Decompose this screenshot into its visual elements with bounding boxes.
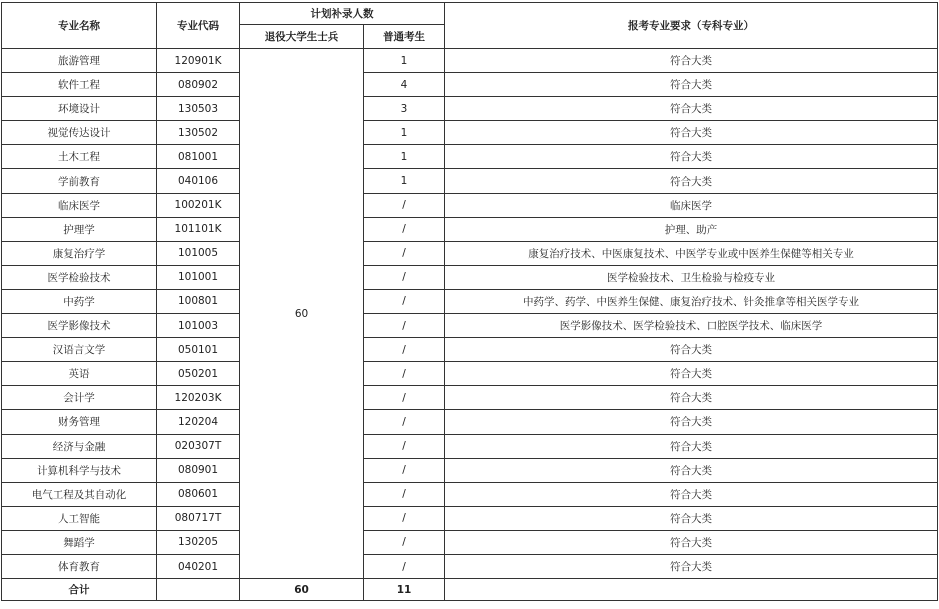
major-name-cell: 会计学: [2, 386, 157, 410]
major-code-cell: 020307T: [157, 434, 240, 458]
header-major-code: 专业代码: [157, 3, 240, 49]
regular-count-cell: /: [364, 314, 445, 338]
major-name-cell: 人工智能: [2, 506, 157, 530]
requirement-cell: 康复治疗技术、中医康复技术、中医学专业或中医养生保健等相关专业: [445, 241, 938, 265]
major-code-cell: 120203K: [157, 386, 240, 410]
total-code-empty: [157, 579, 240, 601]
requirement-cell: 符合大类: [445, 410, 938, 434]
major-name-cell: 医学检验技术: [2, 265, 157, 289]
table-row: [2, 265, 938, 289]
table-row: [2, 169, 938, 193]
regular-count-cell: 1: [364, 121, 445, 145]
major-name-cell: 医学影像技术: [2, 314, 157, 338]
table-row: [2, 121, 938, 145]
requirement-cell: 符合大类: [445, 73, 938, 97]
major-code-cell: 040106: [157, 169, 240, 193]
requirement-cell: 符合大类: [445, 169, 938, 193]
requirement-cell: 护理、助产: [445, 217, 938, 241]
table-row: [2, 193, 938, 217]
requirement-cell: 医学影像技术、医学检验技术、口腔医学技术、临床医学: [445, 314, 938, 338]
major-name-cell: 体育教育: [2, 554, 157, 578]
header-plan-count: 计划补录人数: [240, 3, 445, 25]
major-code-cell: 081001: [157, 145, 240, 169]
regular-count-cell: /: [364, 530, 445, 554]
total-veterans: 60: [240, 579, 364, 601]
major-code-cell: 050101: [157, 338, 240, 362]
major-code-cell: 080717T: [157, 506, 240, 530]
table-row: [2, 338, 938, 362]
requirement-cell: 临床医学: [445, 193, 938, 217]
requirement-cell: 符合大类: [445, 121, 938, 145]
total-row: [2, 579, 938, 601]
veterans-count-cell: 60: [240, 49, 364, 579]
requirement-cell: 符合大类: [445, 530, 938, 554]
header-requirement: 报考专业要求（专科专业）: [445, 3, 938, 49]
table-row: [2, 506, 938, 530]
major-name-cell: 土木工程: [2, 145, 157, 169]
regular-count-cell: /: [364, 265, 445, 289]
major-name-cell: 汉语言文学: [2, 338, 157, 362]
regular-count-cell: 3: [364, 97, 445, 121]
major-code-cell: 040201: [157, 554, 240, 578]
header-veterans: 退役大学生士兵: [240, 25, 364, 49]
major-name-cell: 软件工程: [2, 73, 157, 97]
major-name-cell: 电气工程及其自动化: [2, 482, 157, 506]
major-code-cell: 120901K: [157, 49, 240, 73]
table-row: [2, 386, 938, 410]
major-code-cell: 130205: [157, 530, 240, 554]
table-row: [2, 289, 938, 313]
regular-count-cell: /: [364, 482, 445, 506]
regular-count-cell: /: [364, 241, 445, 265]
total-requirement-empty: [445, 579, 938, 601]
major-code-cell: 100201K: [157, 193, 240, 217]
major-name-cell: 经济与金融: [2, 434, 157, 458]
requirement-cell: 符合大类: [445, 338, 938, 362]
total-label: 合计: [2, 579, 157, 601]
admission-plan-table: [1, 2, 938, 601]
major-name-cell: 计算机科学与技术: [2, 458, 157, 482]
major-name-cell: 护理学: [2, 217, 157, 241]
major-name-cell: 临床医学: [2, 193, 157, 217]
major-code-cell: 080902: [157, 73, 240, 97]
requirement-cell: 符合大类: [445, 458, 938, 482]
table-row: [2, 458, 938, 482]
major-code-cell: 080601: [157, 482, 240, 506]
requirement-cell: 医学检验技术、卫生检验与检疫专业: [445, 265, 938, 289]
total-regular: 11: [364, 579, 445, 601]
table-row: [2, 314, 938, 338]
header-major-name: 专业名称: [2, 3, 157, 49]
table-row: [2, 49, 938, 73]
major-name-cell: 环境设计: [2, 97, 157, 121]
regular-count-cell: 1: [364, 169, 445, 193]
regular-count-cell: /: [364, 289, 445, 313]
regular-count-cell: 1: [364, 49, 445, 73]
major-code-cell: 080901: [157, 458, 240, 482]
table-body: [2, 49, 938, 579]
table-row: [2, 73, 938, 97]
table-row: [2, 530, 938, 554]
major-name-cell: 财务管理: [2, 410, 157, 434]
requirement-cell: 符合大类: [445, 434, 938, 458]
regular-count-cell: /: [364, 410, 445, 434]
header-regular: 普通考生: [364, 25, 445, 49]
regular-count-cell: /: [364, 434, 445, 458]
table-row: [2, 554, 938, 578]
major-code-cell: 101001: [157, 265, 240, 289]
major-code-cell: 101005: [157, 241, 240, 265]
major-name-cell: 视觉传达设计: [2, 121, 157, 145]
requirement-cell: 中药学、药学、中医养生保健、康复治疗技术、针灸推拿等相关医学专业: [445, 289, 938, 313]
table-row: [2, 145, 938, 169]
requirement-cell: 符合大类: [445, 145, 938, 169]
requirement-cell: 符合大类: [445, 362, 938, 386]
table-row: [2, 482, 938, 506]
major-name-cell: 旅游管理: [2, 49, 157, 73]
major-code-cell: 130502: [157, 121, 240, 145]
table-row: [2, 97, 938, 121]
regular-count-cell: /: [364, 193, 445, 217]
requirement-cell: 符合大类: [445, 506, 938, 530]
table-row: [2, 434, 938, 458]
requirement-cell: 符合大类: [445, 386, 938, 410]
requirement-cell: 符合大类: [445, 97, 938, 121]
requirement-cell: 符合大类: [445, 554, 938, 578]
requirement-cell: 符合大类: [445, 482, 938, 506]
table-row: [2, 241, 938, 265]
major-code-cell: 100801: [157, 289, 240, 313]
regular-count-cell: /: [364, 386, 445, 410]
regular-count-cell: 4: [364, 73, 445, 97]
table-row: [2, 217, 938, 241]
regular-count-cell: /: [364, 338, 445, 362]
regular-count-cell: /: [364, 362, 445, 386]
regular-count-cell: /: [364, 217, 445, 241]
table-row: [2, 410, 938, 434]
regular-count-cell: 1: [364, 145, 445, 169]
requirement-cell: 符合大类: [445, 49, 938, 73]
major-name-cell: 学前教育: [2, 169, 157, 193]
major-code-cell: 101101K: [157, 217, 240, 241]
regular-count-cell: /: [364, 458, 445, 482]
table-row: [2, 362, 938, 386]
major-name-cell: 舞蹈学: [2, 530, 157, 554]
regular-count-cell: /: [364, 554, 445, 578]
major-code-cell: 120204: [157, 410, 240, 434]
major-name-cell: 英语: [2, 362, 157, 386]
major-name-cell: 中药学: [2, 289, 157, 313]
major-name-cell: 康复治疗学: [2, 241, 157, 265]
regular-count-cell: /: [364, 506, 445, 530]
major-code-cell: 050201: [157, 362, 240, 386]
major-code-cell: 130503: [157, 97, 240, 121]
major-code-cell: 101003: [157, 314, 240, 338]
